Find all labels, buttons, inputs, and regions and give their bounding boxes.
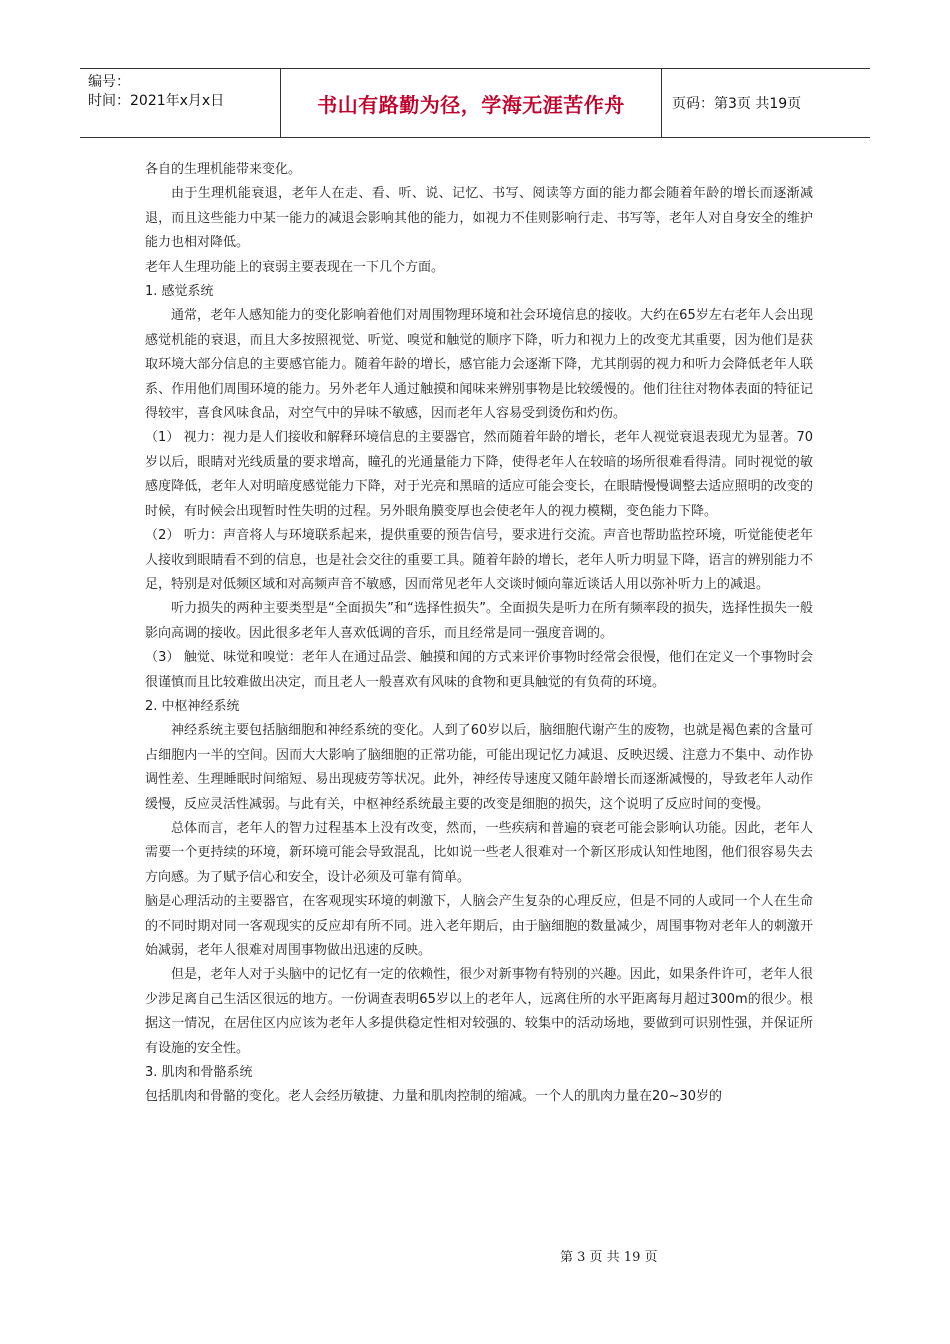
subsection-paragraph: （3） 触觉、味觉和嗅觉：老年人在通过品尝、触摸和闻的方式来评价事物时经常会很慢，他们在定义一个事物时会很谨慎而且比较难做出决定，而且老人一般喜欢有风味的食物和更具触觉的有负荷的环境。 [145,650,813,690]
body-paragraph: 各自的生理机能带来变化。 [145,162,302,177]
body-paragraph: 总体而言，老年人的智力过程基本上没有改变，然而，一些疾病和普遍的衰老可能会影响认功能。因此，老年人需要一个更持续的环境，新环境可能会导致混乱，比如说一些老人很难对一个新区形成认知性地图，他们很容易失去方向感。为了赋予信心和安全，设计必须及可靠有简单。 [145,820,813,885]
document-date: 时间：2021年x月x日 [88,93,225,109]
section-heading: 1. 感觉系统 [145,284,214,300]
header-meta [80,69,281,137]
section-heading: 3. 肌肉和骨骼系统 [145,1065,253,1081]
page-header [80,68,870,138]
header-page-info: 页码：第3页 共19页 [672,96,802,112]
subsection-paragraph: （2） 听力：声音将人与环境联系起来，提供重要的预告信号，要求进行交流。声音也帮助监控环境，听觉能使老年人接收到眼睛看不到的信息，也是社会交往的重要工具。随着年龄的增长，老年人听力明显下降，语言的辨别能力不足，特别是对低频区域和对高频声音不敏感，因而常见老年人交谈时倾向靠近谈话人用以弥补听力上的减退。 [145,528,813,592]
body-paragraph: 老年人生理功能上的衰弱主要表现在一下几个方面。 [145,259,445,275]
section-heading: 2. 中枢神经系统 [145,698,240,714]
body-paragraph: 通常，老年人感知能力的变化影响着他们对周围物理环境和社会环境信息的接收。大约在65岁左右老年人会出现感觉机能的衰退，而且大多按照视觉、听觉、嗅觉和触觉的顺序下降，听力和视力上的改变尤其重要，因为他们是获取环境大部分信息的主要感官能力。随着年龄的增长，感官能力会逐渐下降，尤其削弱的视力和听力会降低老年人联系、作用他们周围环境的能力。另外老年人通过触摸和闻味来辨别事物是比较缓慢的。他们往往对物体表面的特征记得较牢，喜食风味食品，对空气中的异味不敏感，因而老年人容易受到烫伤和灼伤。 [145,308,813,422]
subsection-paragraph: （1） 视力：视力是人们接收和解释环境信息的主要器官，然而随着年龄的增长，老年人视觉衰退表现尤为显著。70岁以后，眼睛对光线质量的要求增高，瞳孔的光通量能力下降，使得老年人在较暗的场所很难看得清。同时视觉的敏感度降低，老年人对明暗度感觉能力下降，对于光亮和黑暗的适应可能会变长，在眼睛慢慢调整去适应照明的改变的时候，有时候会出现暂时性失明的过程。另外眼角膜变厚也会使老年人的视力模糊，变色能力下降。 [145,430,813,519]
document-number-label: 编号： [88,74,130,90]
document-body [145,158,813,1110]
body-paragraph: 包括肌肉和骨骼的变化。老人会经历敏捷、力量和肌肉控制的缩减。一个人的肌肉力量在20~30岁的 [145,1089,722,1105]
body-paragraph: 由于生理机能衰退，老年人在走、看、听、说、记忆、书写、阅读等方面的能力都会随着年龄的增长而逐渐减退，而且这些能力中某一能力的减退会影响其他的能力，如视力不佳则影响行走、书写等，老年人对自身安全的维护能力也相对降低。 [145,186,813,251]
header-motto: 书山有路勤为径，学海无涯苦作舟 [281,69,662,137]
body-paragraph: 听力损失的两种主要类型是“全面损失”和“选择性损失”。全面损失是听力在所有频率段的损失，选择性损失一般影向高调的接收。因此很多老年人喜欢低调的音乐，而且经常是同一强度音调的。 [145,601,813,641]
body-paragraph: 脑是心理活动的主要器官，在客观现实环境的刺激下，人脑会产生复杂的心理反应，但是不同的人或同一个人在生命的不同时期对同一客观现实的反应却有所不同。进入老年期后，由于脑细胞的数量减少，周围事物对老年人的刺激开始减弱，老年人很难对周围事物做出迅速的反映。 [145,894,813,958]
body-paragraph: 但是，老年人对于头脑中的记忆有一定的依赖性，很少对新事物有特别的兴趣。因此，如果条件许可，老年人很少涉足离自己生活区很远的地方。一份调查表明65岁以上的老年人，远离住所的水平距离每月超过300m的很少。根据这一情况，在居住区内应该为老年人多提供稳定性相对较强的、较集中的活动场地，要做到可识别性强，并保证所有设施的安全性。 [145,967,813,1056]
body-paragraph: 神经系统主要包括脑细胞和神经系统的变化。人到了60岁以后，脑细胞代谢产生的废物，也就是褐色素的含量可占细胞内一半的空间。因而大大影响了脑细胞的正常功能，可能出现记忆力减退、反映迟缓、注意力不集中、动作协调性差、生理睡眠时间缩短、易出现疲劳等状况。此外，神经传导速度又随年龄增长而逐渐减慢的，导致老年人动作缓慢，反应灵活性减弱。与此有关，中枢神经系统最主要的改变是细胞的损失，这个说明了反应时间的变慢。 [145,723,813,812]
page-footer: 第 3 页 共 19 页 [560,1250,658,1265]
